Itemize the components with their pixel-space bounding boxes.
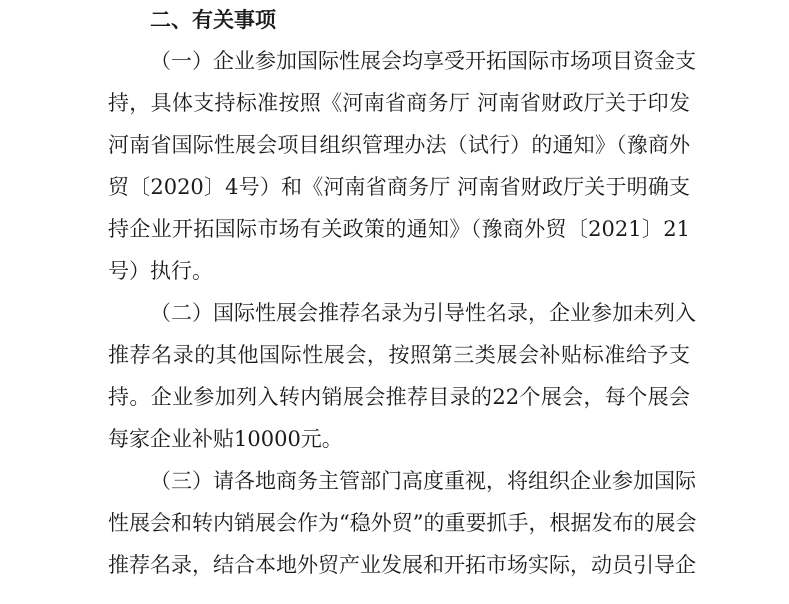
- paragraph-1-line-5: 持企业开拓国际市场有关政策的通知》（豫商外贸〔2021〕21: [108, 217, 690, 241]
- paragraph-2-line-1: （二）国际性展会推荐名录为引导性名录，企业参加未列入: [150, 301, 696, 325]
- paragraph-1-line-3: 河南省国际性展会项目组织管理办法（试行）的通知》（豫商外: [108, 133, 690, 157]
- section-heading: 二、有关事项: [150, 8, 276, 32]
- paragraph-2-line-3: 持。企业参加列入转内销展会推荐目录的22个展会，每个展会: [108, 385, 690, 409]
- paragraph-1-line-2: 持，具体支持标准按照《河南省商务厅 河南省财政厅关于印发: [108, 91, 690, 115]
- paragraph-2-line-4: 每家企业补贴10000元。: [108, 427, 343, 451]
- paragraph-1-line-1: （一）企业参加国际性展会均享受开拓国际市场项目资金支: [150, 49, 696, 73]
- paragraph-1-line-4: 贸〔2020〕4号）和《河南省商务厅 河南省财政厅关于明确支: [108, 175, 690, 199]
- paragraph-1-line-6: 号）执行。: [108, 259, 213, 283]
- paragraph-2-line-2: 推荐名录的其他国际性展会，按照第三类展会补贴标准给予支: [108, 343, 690, 367]
- paragraph-3-line-2: 性展会和转内销展会作为“稳外贸”的重要抓手，根据发布的展会: [108, 511, 697, 535]
- paragraph-3-line-1: （三）请各地商务主管部门高度重视，将组织企业参加国际: [150, 469, 696, 493]
- paragraph-3-line-3: 推荐名录，结合本地外贸产业发展和开拓市场实际，动员引导企: [108, 553, 696, 577]
